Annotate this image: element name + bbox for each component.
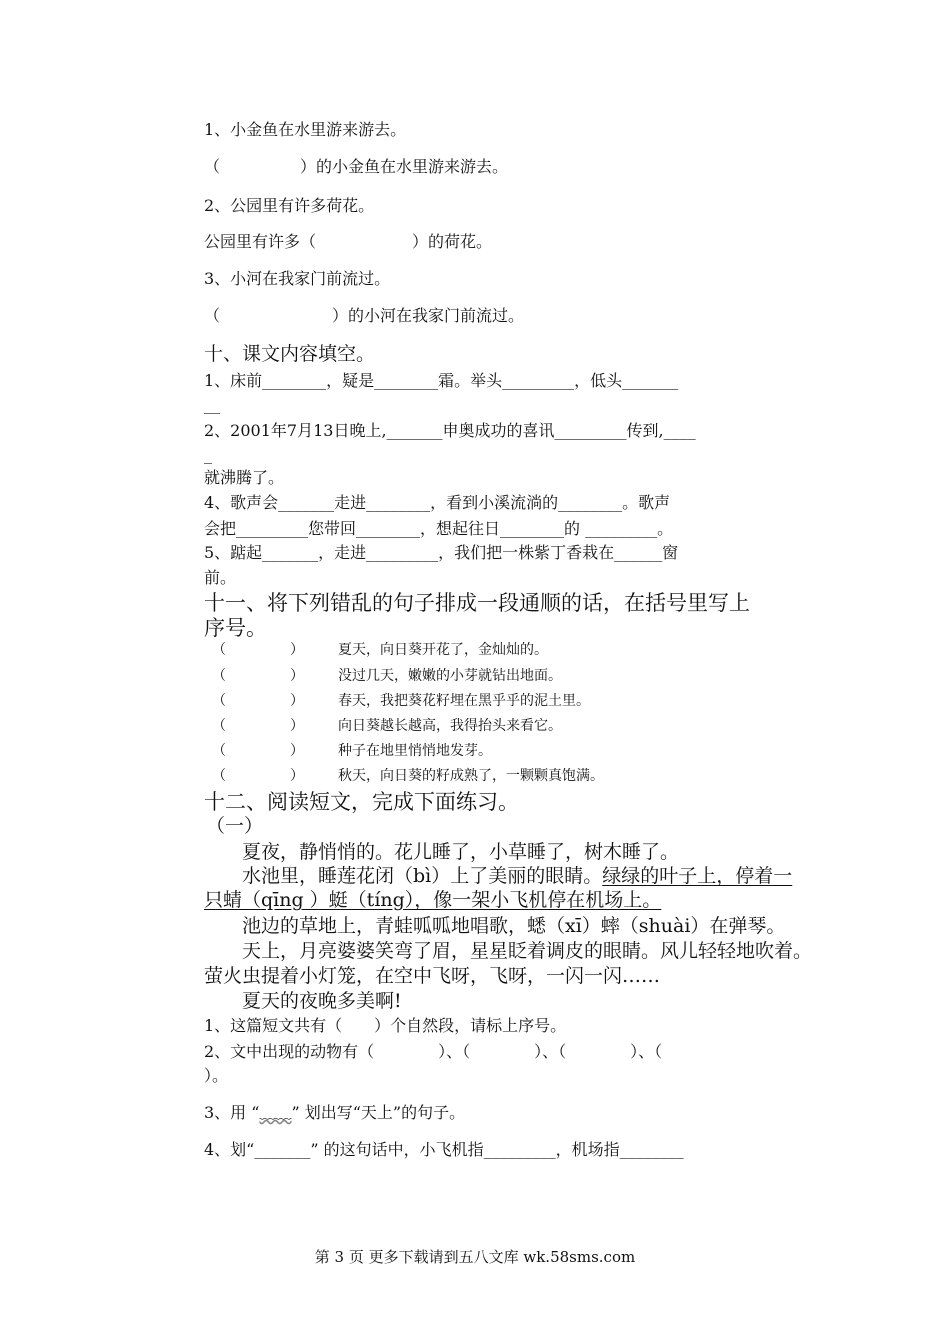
q12-p2-underlined: 绿绿的叶子上，停着一 (602, 865, 793, 887)
q10-line-2b: _ (204, 445, 212, 464)
q11-close-paren: ） (290, 718, 304, 734)
q11-item-6 (212, 767, 604, 785)
q10-line-2: 2、2001年7月13日晚上,_______申奥成功的喜讯_________传到,____ (204, 421, 696, 440)
q12-paragraph-4-cont: 萤火虫提着小灯笼，在空中飞呀，飞呀，一闪一闪…… (204, 965, 661, 987)
q12-paragraph-4: 天上，月亮婆婆笑弯了眉，星星眨着调皮的眼睛。风儿轻轻地吹着。 (242, 940, 813, 962)
q11-open-paren[interactable]: （ (212, 718, 226, 734)
q11-title-line1: 十一、将下列错乱的句子排成一段通顺的话，在括号里写上 (204, 591, 750, 615)
q11-close-paren: ） (290, 693, 304, 709)
q11-title-line2: 序号。 (204, 616, 267, 640)
q10-line-4: 4、歌声会_______走进________，看到小溪流淌的________。歌声 (204, 493, 671, 512)
q10-line-1b: __ (204, 395, 220, 414)
q11-item-text: 秋天，向日葵的籽成熟了，一颗颗真饱满。 (338, 768, 604, 784)
q10-line-2c: 就沸腾了。 (204, 468, 285, 487)
q11-open-paren[interactable]: （ (212, 743, 226, 759)
q11-item-text: 春天，我把葵花籽埋在黑乎乎的泥土里。 (338, 693, 590, 709)
q11-open-paren[interactable]: （ (212, 668, 226, 684)
q11-close-paren: ） (290, 668, 304, 684)
q11-open-paren[interactable]: （ (212, 642, 226, 658)
q12-question-2: 2、文中出现的动物有（ ）、（ ）、（ ）、（ (204, 1042, 663, 1061)
q12-question-2-cont: ）。 (204, 1066, 229, 1085)
q12-q3-pre: 3、用 “ (204, 1103, 260, 1122)
q9-sentence-3: 3、小河在我家门前流过。 (204, 269, 391, 288)
q9-fill-3: （ ）的小河在我家门前流过。 (204, 306, 525, 325)
q12-paragraph-2 (242, 864, 792, 888)
q11-close-paren: ） (290, 768, 304, 784)
q11-item-text: 夏天，向日葵开花了，金灿灿的。 (338, 642, 548, 658)
q9-fill-1: （ ）的小金鱼在水里游来游去。 (204, 157, 509, 176)
q10-line-5: 5、踮起_______，走进_________，我们把一株紫丁香栽在______窗 (204, 543, 679, 562)
wavy-line-mark: ﹏﹏ (259, 1103, 292, 1122)
q11-item-3 (212, 692, 590, 710)
q10-title: 十、课文内容填空。 (204, 343, 376, 365)
q11-open-paren[interactable]: （ (212, 768, 226, 784)
q10-line-4b: 会把_________您带回________，想起往日________的 _________。 (204, 519, 674, 538)
q10-line-1: 1、床前________，疑是________霜。举头_________，低头_______ (204, 371, 679, 390)
q11-item-2 (212, 667, 562, 685)
q11-item-text: 没过几天，嫩嫩的小芽就钻出地面。 (338, 668, 562, 684)
q9-sentence-1: 1、小金鱼在水里游来游去。 (204, 120, 407, 139)
q12-title: 十二、阅读短文，完成下面练习。 (204, 790, 519, 814)
q11-open-paren[interactable]: （ (212, 693, 226, 709)
q11-close-paren: ） (290, 642, 304, 658)
q9-sentence-2: 2、公园里有许多荷花。 (204, 196, 375, 215)
q12-p2-start: 水池里，睡莲花闭（bì）上了美丽的眼睛。 (242, 865, 603, 887)
q12-paragraph-5: 夏天的夜晚多美啊! (242, 990, 402, 1012)
q12-paragraph-2-cont: 只蜻（qīng ）蜓（tíng），像一架小飞机停在机场上。 (204, 889, 662, 911)
q12-question-3 (204, 1103, 465, 1123)
q11-item-4 (212, 717, 562, 735)
page-footer: 第 3 页 更多下载请到五八文库 wk.58sms.com (314, 1248, 636, 1266)
q11-item-1 (212, 641, 548, 659)
q9-fill-2: 公园里有许多（ ）的荷花。 (204, 232, 493, 251)
q11-item-text: 种子在地里悄悄地发芽。 (338, 743, 492, 759)
q12-paragraph-3: 池边的草地上，青蛙呱呱地唱歌，蟋（xī）蟀（shuài）在弹琴。 (242, 915, 786, 937)
q12-question-1: 1、这篇短文共有（ ）个自然段，请标上序号。 (204, 1016, 567, 1035)
q12-question-4: 4、划“_______” 的这句话中，小飞机指_________，机场指________ (204, 1140, 684, 1159)
q12-paragraph-1: 夏夜，静悄悄的。花儿睡了，小草睡了，树木睡了。 (242, 841, 680, 863)
q11-item-5 (212, 742, 492, 760)
q12-part-label: （一） (206, 815, 264, 837)
q10-line-5b: 前。 (204, 568, 237, 587)
q11-close-paren: ） (290, 743, 304, 759)
q11-item-text: 向日葵越长越高，我得抬头来看它。 (338, 718, 562, 734)
q12-q3-post: ” 划出写“天上”的句子。 (291, 1103, 466, 1122)
